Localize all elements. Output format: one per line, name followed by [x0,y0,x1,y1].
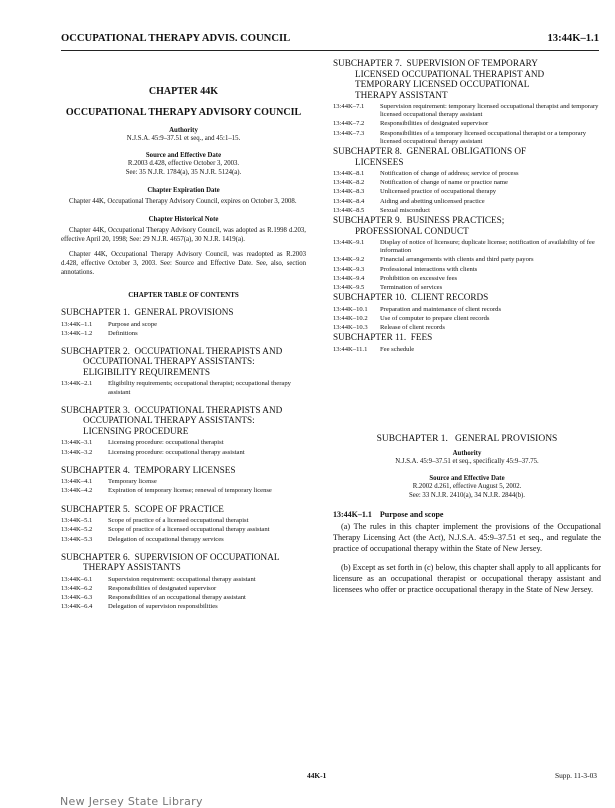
toc-entry [333,346,601,354]
toc-subchapter [61,307,306,338]
toc-entry-number: 13:44K–4.1 [61,478,93,486]
toc-entry-number: 13:44K–9.3 [333,265,365,273]
toc-entry [61,321,306,329]
toc-entry-title: Delegation of supervision responsibilities [108,603,218,611]
toc-entry [61,517,306,525]
expiration-label: Chapter Expiration Date [147,187,220,194]
toc-entry-number: 13:44K–6.2 [61,584,93,592]
toc-entry-number: 13:44K–5.1 [61,517,93,525]
toc-entry-title: Termination of services [380,284,443,292]
toc-subchapter [61,346,306,397]
paragraph-b: (b) Except as set forth in (c) below, this chapter shall apply to all applicants for licensure as an occupational therapist or occupational therapy assistant and licensees who offer or practice occupational therapy in the State of New Jersey. [333,563,601,595]
toc-entry-number: 13:44K–8.2 [333,179,365,187]
toc-entry [61,330,306,338]
toc-entry-number: 13:44K–9.1 [333,239,365,247]
toc-subchapter [61,465,306,496]
toc-subchapter [333,292,601,332]
toc-subchapter-title-line [333,58,601,69]
toc-subchapter-number: SUBCHAPTER 11. [333,332,407,343]
toc-entry [333,120,601,128]
toc-subchapter-heading [333,58,601,100]
toc-entry-title: Display of notice of licensure; duplicate license; notification of availability of fee information [380,239,595,255]
toc-entry [61,594,306,602]
toc-subchapter-number: SUBCHAPTER 10. [333,292,407,303]
toc-subchapter-heading [61,307,306,318]
toc-entry [333,130,601,146]
toc-subchapter-heading [61,346,306,378]
sub1-source-line-2: See: 33 N.J.R. 2410(a), 34 N.J.R. 2844(b). [409,492,525,500]
toc-entry [61,449,306,457]
toc-entry-title: Licensing procedure: occupational therapist [108,439,224,447]
toc-subchapter-number: SUBCHAPTER 1. [61,307,130,317]
toc-subchapter-title: TEMPORARY LICENSES [134,464,236,475]
running-header [61,33,599,48]
toc-entry-number: 13:44K–11.1 [333,345,368,353]
toc-entry [333,170,601,178]
toc-subchapter-number: SUBCHAPTER 8. [333,146,402,157]
toc-entry [333,103,601,119]
toc-entry [333,239,601,255]
toc-subchapter-heading [61,552,306,573]
toc-subchapter-title-line: THERAPY ASSISTANT [355,89,448,100]
toc-entry-number: 13:44K–6.4 [61,603,93,611]
toc-entry-number: 13:44K–4.2 [61,487,93,495]
toc-entry-title: Supervision requirement: occupational therapy assistant [108,575,256,583]
toc-entry-title: Responsibilities of a temporary licensed occupational therapist or a temporary licensed occupational therapy assistant [380,129,586,145]
toc-entry-title: Aiding and abetting unlicensed practice [380,197,485,205]
toc-subchapter-title: FEES [410,332,433,343]
toc-entry-number: 13:44K–6.3 [61,594,93,602]
toc-entry-title: Responsibilities of designated supervisor [380,120,489,128]
toc-subchapter-title-line: TEMPORARY LICENSED OCCUPATIONAL [355,79,530,89]
toc-entry-number: 13:44K–8.3 [333,188,365,196]
chapter-title: OCCUPATIONAL THERAPY ADVISORY COUNCIL [65,107,302,118]
toc-subchapter-title-line [333,215,601,226]
right-column [333,58,601,595]
toc-subchapter-heading [333,146,601,167]
toc-subchapter-title-line [61,307,306,318]
toc-entry-number: 13:44K–10.1 [333,305,368,313]
section-heading [333,510,601,519]
toc-subchapter-title: GENERAL OBLIGATIONS OF [406,146,527,157]
sub1-source-label: Source and Effective Date [429,475,505,483]
toc-entry-number: 13:44K–9.2 [333,256,365,264]
source-label: Source and Effective Date [145,152,222,159]
toc-entry-number: 13:44K–7.1 [333,103,365,110]
toc-entry-title: Delegation of occupational therapy services [108,535,224,543]
toc-entry [333,324,601,332]
toc-entry [61,380,306,396]
toc-subchapter-heading [333,215,601,236]
toc-entry [333,198,601,206]
toc-entry-title: Notification of change of name or practice name [380,179,508,187]
toc-entry-number: 13:44K–8.4 [333,197,365,205]
toc-entry-number: 13:44K–8.1 [333,170,365,178]
toc-subchapter-number: SUBCHAPTER 2. [61,345,130,356]
toc-entry-number: 13:44K–2.1 [61,380,93,388]
header-rule [61,50,599,51]
toc-entry-title: Definitions [108,329,138,337]
library-stamp: New Jersey State Library [60,795,203,808]
toc-right [333,58,601,354]
toc-entry [333,179,601,187]
toc-subchapter-title: BUSINESS PRACTICES; [406,215,505,226]
toc-subchapter-title: SUPERVISION OF OCCUPATIONAL [134,551,280,562]
toc-entry-title: Temporary license [108,478,157,486]
toc-entry [61,585,306,593]
header-title: OCCUPATIONAL THERAPY ADVIS. COUNCIL [61,33,291,44]
history-label: Chapter Historical Note [148,216,219,223]
toc-entry-title: Sexual misconduct [380,206,430,214]
toc-subchapter [61,504,306,544]
toc-subchapter-title-line: PROFESSIONAL CONDUCT [355,225,469,236]
toc-subchapter-number: SUBCHAPTER 4. [61,464,130,475]
toc-subchapter-title-line: LICENSEES [355,156,404,167]
sub1-source-line-1: R.2002 d.261, effective August 5, 2002. [412,483,522,491]
toc-entry-number: 13:44K–10.2 [333,314,368,322]
toc-subchapter-title-line: OCCUPATIONAL THERAPY ASSISTANTS: [83,415,255,426]
toc-entry-number: 13:44K–9.5 [333,284,365,292]
toc-entry [333,207,601,215]
toc-entry-number: 13:44K–7.2 [333,120,365,128]
toc-entry [333,266,601,274]
toc-subchapter-title: OCCUPATIONAL THERAPISTS AND [134,404,283,415]
toc-subchapter-title-line [333,332,601,343]
toc-entry-title: Scope of practice of a licensed occupational therapist [108,517,249,525]
toc-entry-title: Preparation and maintenance of client records [380,305,502,313]
toc-entry [333,315,601,323]
sub1-authority-text: N.J.S.A. 45:9–37.51 et seq., specifically 45:9–37.75. [395,458,539,466]
toc-heading: CHAPTER TABLE OF CONTENTS [128,291,239,299]
paragraph-a: (a) The rules in this chapter implement the provisions of the Occupational Therapy Licensing Act (the Act), N.J.S.A. 45:9–37.51 et seq., and regulate the practice of occupational therapy within the State of New Jersey. [333,522,601,554]
toc-entry-title: Eligibility requirements; occupational therapist; occupational therapy assistant [108,380,291,396]
authority-text: N.J.S.A. 45:9–37.51 et seq., and 45:1–15. [126,135,241,142]
toc-entry-title: Unlicensed practice of occupational therapy [380,188,497,196]
source-line-2: See: 35 N.J.R. 1784(a), 35 N.J.R. 5124(a). [125,169,242,176]
toc-subchapter-title-line [61,405,306,416]
section-number: 13:44K–1.1 [333,510,372,520]
toc-entry-title: Purpose and scope [108,320,158,328]
toc-entry [61,576,306,584]
toc-entry-number: 13:44K–10.3 [333,324,368,332]
toc-subchapter-heading [333,292,601,303]
authority-label: Authority [169,127,198,134]
toc-entry [61,526,306,534]
toc-entry-title: Responsibilities of an occupational therapy assistant [108,594,246,602]
toc-entry-number: 13:44K–8.5 [333,206,365,214]
toc-subchapter-title-line [333,146,601,157]
toc-entry-number: 13:44K–1.2 [61,329,93,337]
toc-subchapter [61,405,306,457]
toc-subchapter-number: SUBCHAPTER 7. [333,58,402,68]
toc-entry-number: 13:44K–5.3 [61,535,93,543]
toc-entry-number: 13:44K–3.2 [61,448,93,456]
toc-subchapter-title: CLIENT RECORDS [411,292,489,303]
toc-subchapter-title-line [61,465,306,476]
toc-subchapter-heading [61,405,306,437]
toc-subchapter-title-line: OCCUPATIONAL THERAPY ASSISTANTS: [83,356,255,367]
page-number: 44K-1 [307,771,327,780]
supplement-date: Supp. 11-3-03 [554,771,597,780]
toc-subchapter-title-line: LICENSED OCCUPATIONAL THERAPIST AND [355,68,545,79]
chapter-number: CHAPTER 44K [148,86,219,97]
toc-subchapter-title: SCOPE OF PRACTICE [134,503,224,514]
toc-subchapter-title-line [61,346,306,357]
toc-entry-title: Scope of practice of a licensed occupational therapy assistant [108,526,270,534]
toc-subchapter-number: SUBCHAPTER 6. [61,551,130,562]
toc-entry-title: Responsibilities of designated supervisor [108,584,217,592]
toc-subchapter-title-line [333,292,601,303]
source-line-1: R.2003 d.428, effective October 3, 2003. [127,160,240,167]
toc-entry-title: Fee schedule [380,345,415,353]
toc-entry-title: Use of computer to prepare client records [380,314,490,322]
toc-entry-title: Supervision requirement: temporary licensed occupational therapist and temporary licensed occupational therapy assistant [380,103,599,119]
subchapter-1-heading: SUBCHAPTER 1. GENERAL PROVISIONS [376,434,558,445]
toc-subchapter-title-line: LICENSING PROCEDURE [83,425,189,436]
left-column [61,58,306,612]
toc-entry-title: Licensing procedure: occupational therapy assistant [108,448,245,456]
toc-entry [61,478,306,486]
toc-entry-title: Release of client records [380,324,445,332]
toc-entry [333,188,601,196]
toc-subchapter-heading [333,332,601,343]
toc-subchapter-title-line [61,552,306,563]
toc-subchapter-title-line [61,504,306,515]
toc-entry [61,603,306,611]
toc-subchapter-title: SUPERVISION OF TEMPORARY [406,58,538,68]
toc-entry-title: Notification of change of address; service of process [380,170,519,178]
toc-subchapter [333,332,601,354]
toc-subchapter-number: SUBCHAPTER 9. [333,215,402,226]
toc-entry [333,284,601,292]
toc-subchapter [333,146,601,215]
toc-entry [333,275,601,283]
section-title: Purpose and scope [379,510,444,520]
toc-entry-title: Professional interactions with clients [380,265,478,273]
toc-subchapter-title-line: ELIGIBILITY REQUIREMENTS [83,366,210,377]
toc-entry-title: Expiration of temporary license; renewal of temporary license [108,487,272,495]
toc-entry [61,536,306,544]
toc-subchapter [333,58,601,146]
toc-subchapter [61,552,306,612]
history-paragraph-2: Chapter 44K, Occupational Therapy Advisory Council, was readopted as R.2003 d.428, effective October 3, 2003. See: Source and Effective Date. See, also, section annotations. [61,251,306,276]
toc-subchapter-heading [61,465,306,476]
toc-left [61,307,306,612]
expiration-text: Chapter 44K, Occupational Therapy Advisory Council, expires on October 3, 2008. [69,198,297,205]
toc-entry-number: 13:44K–1.1 [61,320,93,328]
toc-entry-number: 13:44K–3.1 [61,439,93,447]
toc-entry-number: 13:44K–6.1 [61,575,93,583]
toc-subchapter-heading [61,504,306,515]
toc-entry-number: 13:44K–7.3 [333,129,365,137]
toc-subchapter-title: OCCUPATIONAL THERAPISTS AND [134,345,283,356]
toc-entry-number: 13:44K–5.2 [61,526,93,534]
sub1-authority-label: Authority [452,450,482,458]
header-section-number: 13:44K–1.1 [547,33,599,44]
toc-subchapter [333,215,601,292]
toc-entry [61,487,306,495]
toc-entry [61,439,306,447]
toc-entry-number: 13:44K–9.4 [333,274,365,282]
toc-entry-title: Prohibition on excessive fees [380,274,458,282]
toc-subchapter-number: SUBCHAPTER 3. [61,404,130,415]
toc-entry [333,256,601,264]
toc-subchapter-number: SUBCHAPTER 5. [61,503,130,514]
toc-entry [333,306,601,314]
toc-subchapter-title-line: THERAPY ASSISTANTS [83,562,181,573]
toc-subchapter-title: GENERAL PROVISIONS [134,307,234,317]
history-paragraph-1: Chapter 44K, Occupational Therapy Advisory Council, was adopted as R.1998 d.203, effective April 20, 1998; See: 29 N.J.R. 4657(a), 30 N.J.R. 1419(a). [61,227,306,243]
toc-entry-title: Financial arrangements with clients and third party payors [380,256,534,264]
